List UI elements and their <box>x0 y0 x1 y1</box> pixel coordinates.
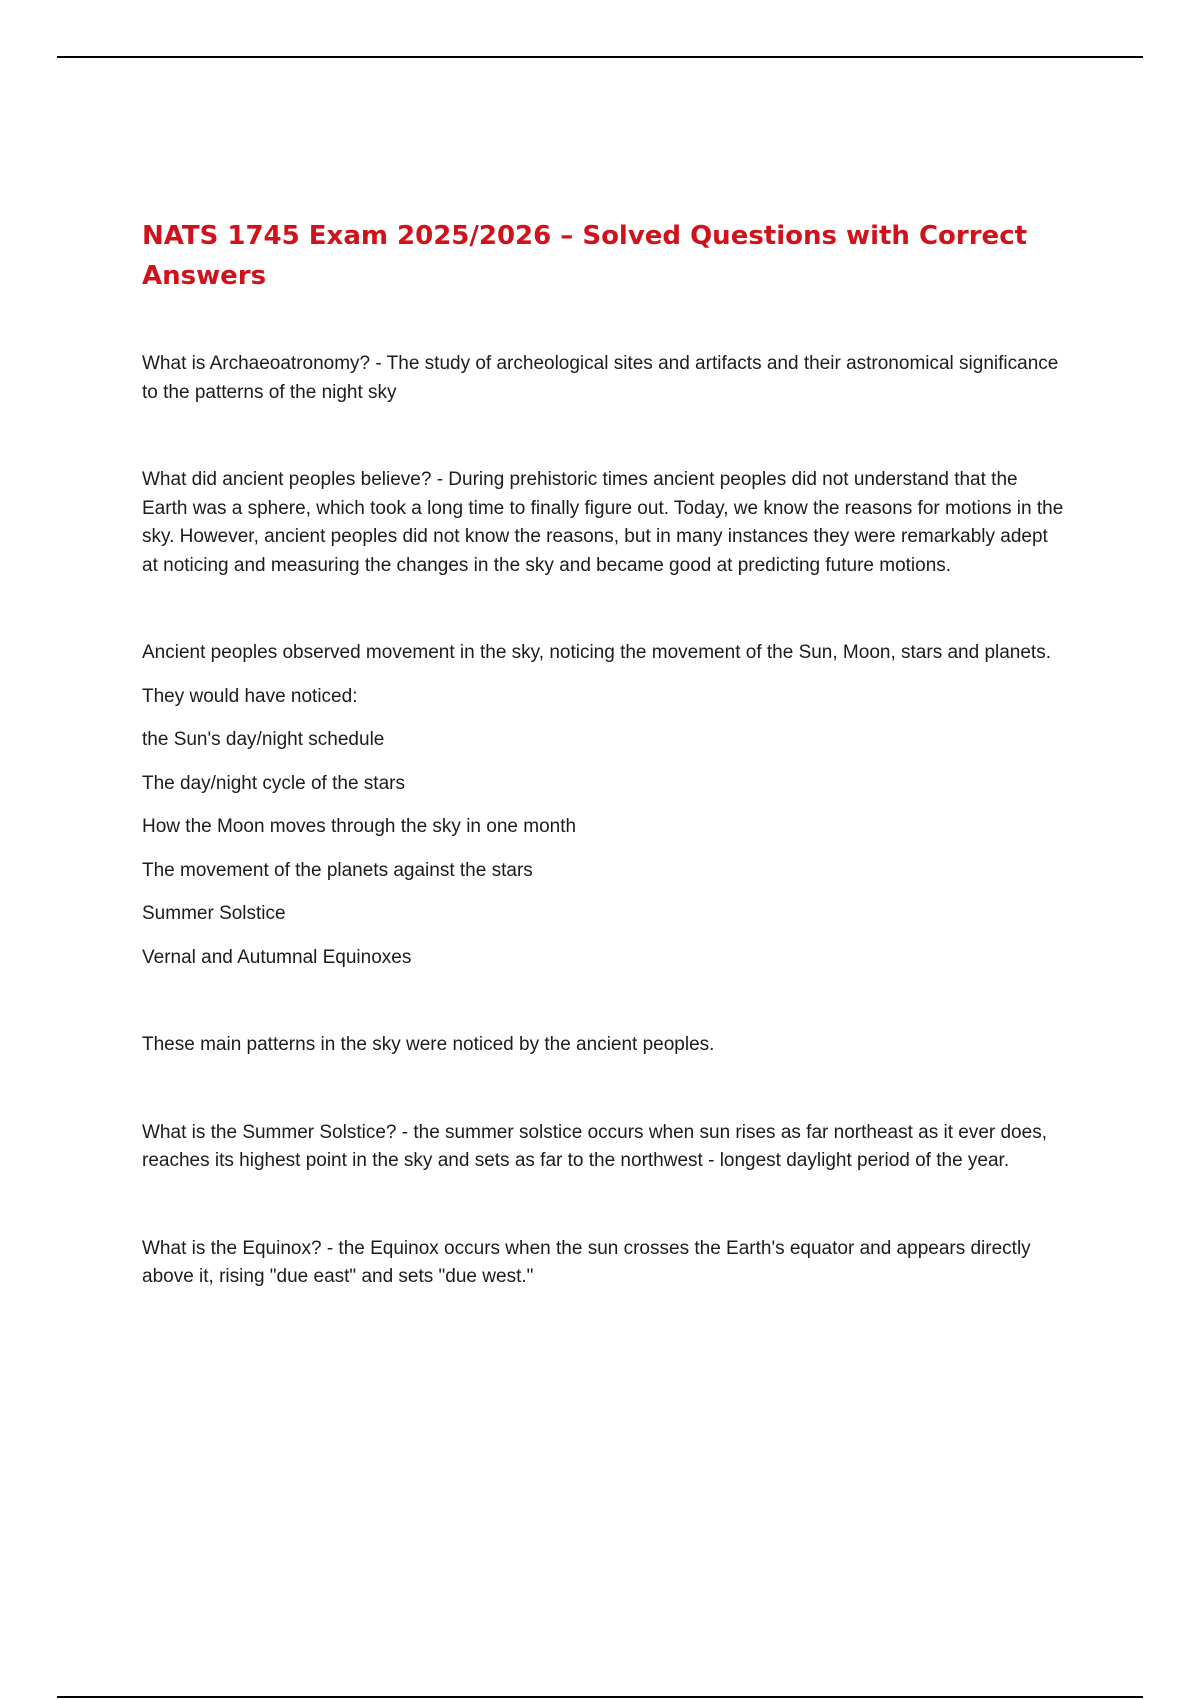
noticed-list-item: Summer Solstice <box>142 903 286 924</box>
noticed-list-item: the Sun's day/night schedule <box>142 729 385 750</box>
qa-archaeoastronomy: What is Archaeoatronomy? - The study of archeological sites and artifacts and their astronomical significance to the patterns of the night sky <box>142 353 1059 403</box>
page-title: NATS 1745 Exam 2025/2026 – Solved Questions with Correct Answers <box>142 221 1028 291</box>
footer-rule <box>57 1696 1143 1698</box>
header-rule <box>57 56 1143 58</box>
observed-movement-paragraph: Ancient peoples observed movement in the sky, noticing the movement of the Sun, Moon, stars and planets. <box>142 642 1051 663</box>
document-body <box>142 350 1067 1292</box>
noticed-list-item: Vernal and Autumnal Equinoxes <box>142 946 412 968</box>
noticed-list-label: They would have noticed: <box>142 685 358 707</box>
patterns-summary: These main patterns in the sky were noticed by the ancient peoples. <box>142 1034 715 1055</box>
noticed-list-item: How the Moon moves through the sky in one month <box>142 816 577 837</box>
qa-equinox: What is the Equinox? - the Equinox occurs when the sun crosses the Earth's equator and appears directly above it, rising "due east" and sets "due west." <box>142 1237 1031 1287</box>
noticed-list-item: The day/night cycle of the stars <box>142 772 405 794</box>
qa-ancient-beliefs: What did ancient peoples believe? - During prehistoric times ancient peoples did not understand that the Earth was a sphere, which took a long time to finally figure out. Today, we know the reasons for motions in the sky. However, ancient peoples did not know the reasons, but in many instances they were remarkably adept at noticing and measuring the changes in the sky and became good at predicting future motions. <box>142 469 1064 576</box>
noticed-list-item: The movement of the planets against the stars <box>142 859 533 881</box>
qa-summer-solstice: What is the Summer Solstice? - the summer solstice occurs when sun rises as far northeast as it ever does, reaches its highest point in the sky and sets as far to the northwest - longest daylight period of the year. <box>142 1121 1047 1171</box>
